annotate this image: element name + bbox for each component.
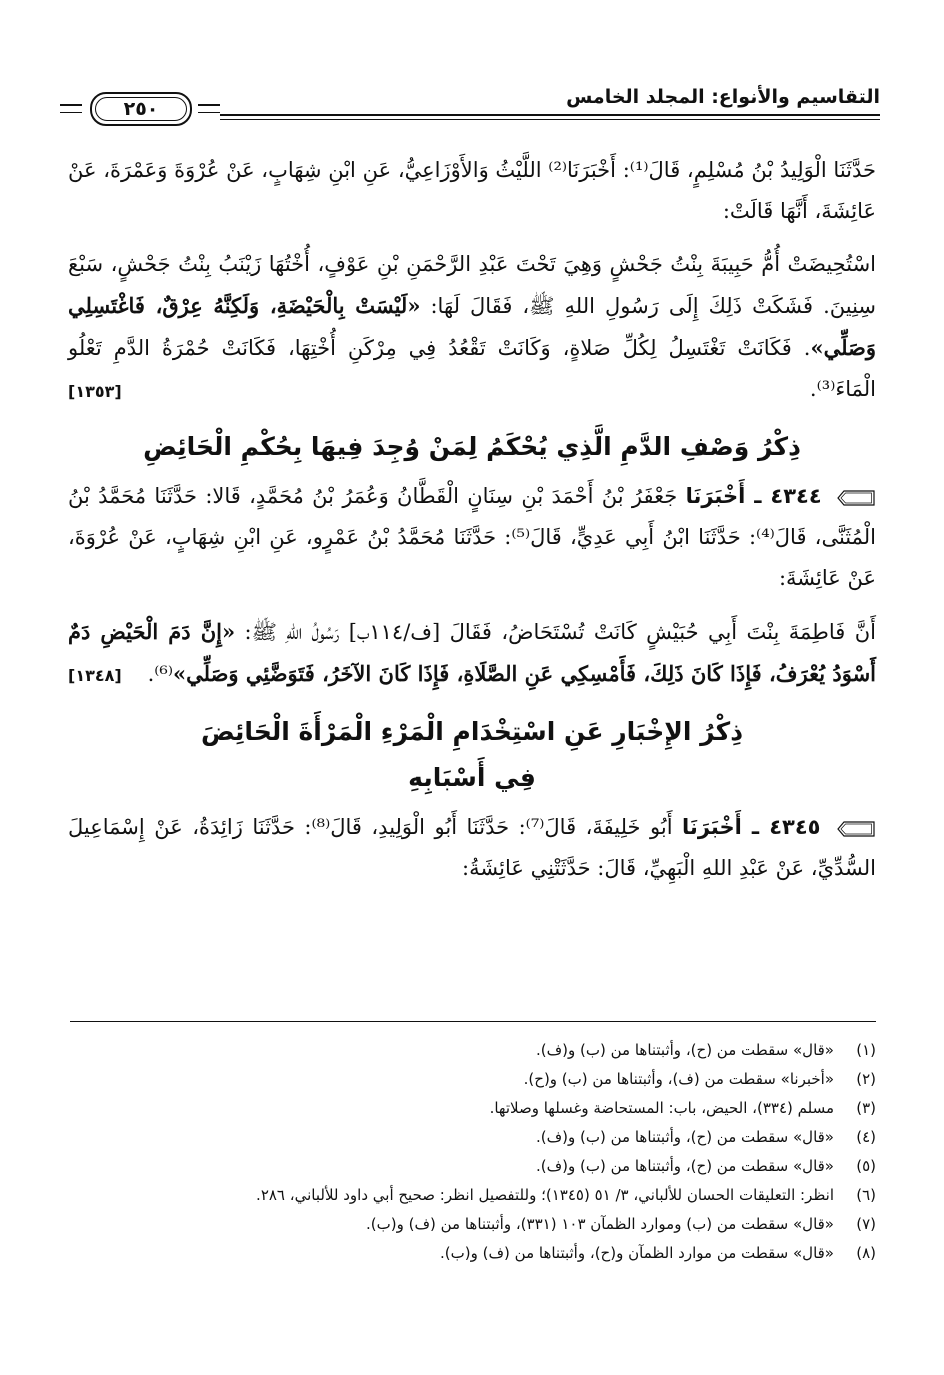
footnote [68, 1239, 876, 1268]
isnad-text: أَبُو خَلِيفَةَ، قَالَ⁽⁷⁾: حَدَّثَنَا أَبُو الْوَلِيدِ، قَالَ⁽⁸⁾: حَدَّثَنَا زَائِدَةُ، عَنْ إِسْمَاعِيلَ السُّدِّيِّ، عَنْ عَبْدِ اللهِ الْبَهِيِّ، قَالَ: حَدَّثَتْنِي عَائِشَةُ: [68, 815, 876, 880]
footnote-text: «أخبرنا» سقطت من (ف)، وأثبتناها من (ب) و(ح). [523, 1070, 834, 1088]
page-number-ornament-right [198, 104, 220, 113]
footnote [68, 1123, 876, 1152]
footnote [68, 1181, 876, 1210]
hadith-4344-matn [68, 611, 876, 695]
isnad-text: جَعْفَرُ بْنُ أَحْمَدَ بْنِ سِنَانٍ الْقَطَّانُ وَعُمَرُ بْنُ مُحَمَّدٍ، قَالا: حَدَّثَنَا مُحَمَّدُ بْنُ الْمُثَنَّى، قَالَ⁽⁴⁾: حَدَّثَنَا ابْنُ أَبِي عَدِيٍّ، قَالَ⁽⁵⁾: حَدَّثَنَا مُحَمَّدُ بْنُ عَمْرٍو، عَنِ ابْنِ شِهَابٍ، عَنْ عُرْوَةَ، عَنْ عَائِشَةَ: [68, 484, 877, 590]
section-heading-line-2: فِي أَسْبَابِهِ [408, 763, 536, 792]
footnote-text: «قال» سقطت من (ب) وموارد الظمآن ١٠٣ (٣٣١)، وأثبتناها من (ف) و(ب). [366, 1215, 834, 1233]
page-number-frame [60, 92, 220, 126]
page-number: ٢٥٠ [90, 92, 192, 126]
footnote-text: «قال» سقطت من موارد الظمآن و(ح)، وأثبتناها من (ف) و(ب). [440, 1244, 834, 1262]
khabar-icon [836, 819, 876, 839]
footnote [68, 1036, 876, 1065]
footnote-text: انظر: التعليقات الحسان للألباني، ٣/ ٥١ (١٣٤٥)؛ وللتفصيل انظر: صحيح أبي داود للألباني، ٢٨٦. [256, 1186, 834, 1204]
cross-reference: [١٣٥٣] [68, 382, 122, 401]
page-number-ornament-left [60, 104, 82, 113]
footnote [68, 1152, 876, 1181]
footnote-text: «قال» سقطت من (ح)، وأثبتناها من (ب) و(ف). [535, 1041, 834, 1059]
footnote-number: (٨) [856, 1244, 876, 1262]
prophetic-saying: «إِنَّ دَمَ الْحَيْضِ دَمٌ أَسْوَدُ يُعْرَفُ، فَإِذَا كَانَ ذَلِكَ، فَأَمْسِكِي عَنِ الصَّلَاةِ، فَإِذَا كَانَ الآخَرُ، فَتَوَضَّئِي وَصَلِّي» [68, 619, 876, 686]
hadith-number: ٤٣٤٥ ـ أَخْبَرَنَا [682, 815, 821, 839]
footnote-separator [70, 1021, 876, 1022]
page-header [60, 74, 880, 126]
section-heading-line-1: ذِكْرُ الإِخْبَارِ عَنِ اسْتِخْدَامِ الْمَرْءِ الْمَرْأَةَ الْحَائِضَ [200, 717, 744, 746]
footnote-number: (١) [856, 1041, 876, 1059]
footnote-text: «قال» سقطت من (ح)، وأثبتناها من (ب) و(ف). [535, 1128, 834, 1146]
footnote-number: (٣) [856, 1099, 876, 1117]
running-title: التقاسيم والأنواع: المجلد الخامس [566, 86, 880, 108]
matn-text-continued: . فَكَانَتْ تَغْتَسِلُ لِكُلِّ صَلاةٍ، وَكَانَتْ تَقْعُدُ فِي مِرْكَنِ أُخْتِهَا، فَكَانَتْ حُمْرَةُ الدَّمِ تَعْلُو الْمَاءَ⁽³⁾. [68, 336, 876, 401]
hadith-4345-isnad [68, 807, 876, 889]
footnote-number: (٤) [856, 1128, 876, 1146]
footnote-marker: ⁽⁶⁾. [147, 662, 174, 686]
matn-text: أَنَّ فَاطِمَةَ بِنْتَ أَبِي حُبَيْشٍ كَانَتْ تُسْتَحَاضُ، فَقَالَ [ف/١١٤ب] رَسُولُ اللهِ ﷺ: [244, 620, 877, 644]
header-rule-thin [220, 119, 880, 120]
section-heading-2 [68, 709, 876, 801]
section-heading: ذِكْرُ وَصْفِ الدَّمِ الَّذِي يُحْكَمُ لِمَنْ وُجِدَ فِيهَا بِحُكْمِ الْحَائِضِ [143, 432, 801, 461]
footnote-number: (٧) [856, 1215, 876, 1233]
footnote [68, 1065, 876, 1094]
prophetic-saying: «لَيْسَتْ بِالْحَيْضَةِ، وَلَكِنَّهُ عِرْقٌ، فَاغْتَسِلِي وَصَلِّي» [68, 293, 876, 360]
paragraph-matn-1 [68, 244, 876, 410]
hadith-number: ٤٣٤٤ ـ أَخْبَرَنَا [685, 484, 822, 508]
matn-text: اسْتُحِيضَتْ أُمُّ حَبِيبَةَ بِنْتُ جَحْشٍ وَهِيَ تَحْتَ عَبْدِ الرَّحْمَنِ بْنِ عَوْفٍ، أُخْتُهَا زَيْنَبُ بِنْتُ جَحْشٍ، سَبْعَ سِنِينَ. فَشَكَتْ ذَلِكَ إِلَى رَسُولِ اللهِ ﷺ، فَقَالَ لَهَا: [68, 252, 876, 318]
footnote [68, 1210, 876, 1239]
khabar-icon [836, 488, 876, 508]
footnote-number: (٥) [856, 1157, 876, 1175]
paragraph-isnad-1: حَدَّثَنَا الْوَلِيدُ بْنُ مُسْلِمٍ، قَالَ⁽¹⁾: أَخْبَرَنَا⁽²⁾ اللَّيْثُ وَالأَوْزَاعِيُّ، عَنِ ابْنِ شِهَابٍ، عَنْ عُرْوَةَ وَعَمْرَةَ، عَنْ عَائِشَةَ، أَنَّهَا قَالَتْ: [68, 158, 877, 223]
footnote-number: (٦) [856, 1186, 876, 1204]
header-rule [220, 114, 880, 116]
footnotes [68, 1036, 876, 1268]
footnote [68, 1094, 876, 1123]
hadith-4344-isnad [68, 476, 876, 599]
footnote-text: مسلم (٣٣٤)، الحيض، باب: المستحاضة وغسلها وصلاتها. [489, 1099, 834, 1117]
cross-reference: [١٣٤٨] [68, 666, 122, 685]
main-text [68, 150, 876, 901]
footnote-text: «قال» سقطت من (ح)، وأثبتناها من (ب) و(ف). [535, 1157, 834, 1175]
footnote-number: (٢) [856, 1070, 876, 1088]
